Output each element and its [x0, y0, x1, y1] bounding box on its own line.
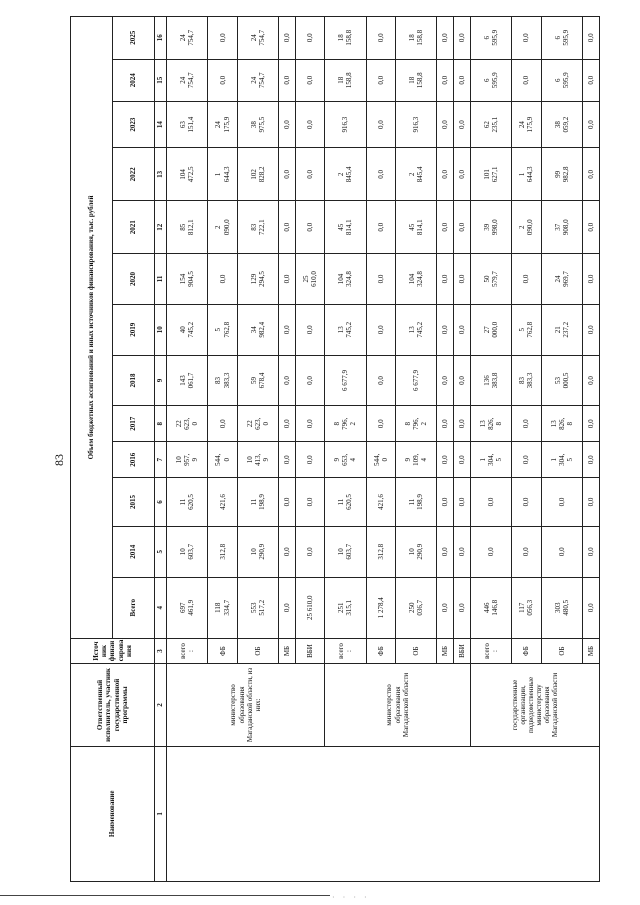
header-year: 2017 [113, 406, 155, 442]
value-cell: 0,0 [454, 526, 471, 577]
value-cell: 53 000,5 [541, 355, 582, 406]
value-cell: 0,0 [454, 478, 471, 527]
page-number: 83 [52, 454, 66, 466]
value-cell: 0,0 [512, 526, 541, 577]
value-cell: 24 969,7 [541, 254, 582, 305]
value-cell: 0,0 [583, 478, 600, 527]
header-year: 2022 [113, 148, 155, 201]
value-cell: 0,0 [470, 478, 511, 527]
value-cell: 916,3 [325, 101, 366, 148]
value-cell: 0,0 [279, 304, 296, 355]
value-cell: 250 036,7 [395, 577, 436, 638]
value-cell: 9 653, 4 [325, 442, 366, 478]
value-cell: 0,0 [541, 478, 582, 527]
column-number: 7 [155, 442, 167, 478]
source-cell: ВБИ [454, 638, 471, 663]
value-cell: 0,0 [437, 59, 454, 101]
value-cell: 0,0 [454, 101, 471, 148]
value-cell: 916,3 [395, 101, 436, 148]
value-cell: 50 579,7 [470, 254, 511, 305]
value-cell: 117 056,3 [512, 577, 541, 638]
value-cell: 10 290,9 [237, 526, 278, 577]
value-cell: 24 754,7 [167, 17, 208, 60]
value-cell: 0,0 [454, 355, 471, 406]
value-cell: 13 826, 8 [541, 406, 582, 442]
source-cell: всего : [167, 638, 208, 663]
column-number: 11 [155, 254, 167, 305]
value-cell: 0,0 [366, 59, 395, 101]
value-cell: 40 745,2 [167, 304, 208, 355]
value-cell: 0,0 [454, 577, 471, 638]
value-cell: 0,0 [541, 526, 582, 577]
column-number: 13 [155, 148, 167, 201]
header-volume: Объем бюджетных ассигнований и иных источников финансирования, тыс. рублей [71, 17, 113, 639]
column-number: 16 [155, 17, 167, 60]
value-cell: 0,0 [295, 148, 324, 201]
value-cell: 0,0 [583, 101, 600, 148]
value-cell: 11 198,9 [237, 478, 278, 527]
value-cell: 24 754,7 [237, 17, 278, 60]
scan-edge-dots: · · · · [332, 893, 370, 902]
column-number: 15 [155, 59, 167, 101]
executor-cell: министерство образования Магаданской области [325, 664, 471, 746]
value-cell: 0,0 [583, 201, 600, 254]
value-cell: 25 610,0 [295, 254, 324, 305]
value-cell: 2 090,0 [512, 201, 541, 254]
value-cell: 0,0 [295, 478, 324, 527]
value-cell: 544, 0 [366, 442, 395, 478]
value-cell: 136 383,8 [470, 355, 511, 406]
value-cell: 5 762,8 [208, 304, 237, 355]
source-cell: ОБ [541, 638, 582, 663]
value-cell: 1 644,3 [208, 148, 237, 201]
value-cell: 0,0 [279, 442, 296, 478]
value-cell: 83 383,3 [208, 355, 237, 406]
value-cell: 446 146,8 [470, 577, 511, 638]
value-cell: 102 828,2 [237, 148, 278, 201]
column-number: 5 [155, 526, 167, 577]
source-cell: МБ [583, 638, 600, 663]
value-cell: 0,0 [208, 254, 237, 305]
value-cell: 6 677,9 [325, 355, 366, 406]
source-cell: всего : [325, 638, 366, 663]
source-cell: МБ [279, 638, 296, 663]
value-cell: 421,6 [366, 478, 395, 527]
value-cell: 8 796, 2 [325, 406, 366, 442]
header-source: Источ ник финан сирова ния [71, 638, 155, 663]
column-number: 2 [155, 664, 167, 746]
value-cell: 0,0 [366, 355, 395, 406]
value-cell: 27 000,0 [470, 304, 511, 355]
value-cell: 37 908,0 [541, 201, 582, 254]
funding-table-sheet [70, 16, 600, 882]
value-cell: 0,0 [454, 442, 471, 478]
value-cell: 0,0 [366, 201, 395, 254]
header-year: 2023 [113, 101, 155, 148]
source-cell: ВБИ [295, 638, 324, 663]
header-total: Всего [113, 577, 155, 638]
value-cell: 11 198,9 [395, 478, 436, 527]
value-cell: 6 677,9 [395, 355, 436, 406]
value-cell: 13 745,2 [395, 304, 436, 355]
value-cell: 0,0 [208, 59, 237, 101]
value-cell: 104 324,8 [325, 254, 366, 305]
value-cell: 38 059,2 [541, 101, 582, 148]
value-cell: 0,0 [295, 304, 324, 355]
value-cell: 0,0 [279, 148, 296, 201]
value-cell: 0,0 [366, 101, 395, 148]
header-executor: Ответственный исполнитель, участник государственной программы [71, 664, 155, 746]
source-cell: ОБ [395, 638, 436, 663]
value-cell: 0,0 [279, 526, 296, 577]
value-cell: 0,0 [437, 254, 454, 305]
executor-cell: министерство образования Магаданской области, из них: [167, 664, 325, 746]
value-cell: 1 304, 5 [470, 442, 511, 478]
value-cell: 0,0 [295, 526, 324, 577]
value-cell: 544, 0 [208, 442, 237, 478]
value-cell: 0,0 [583, 526, 600, 577]
source-cell: ФБ [512, 638, 541, 663]
value-cell: 0,0 [279, 478, 296, 527]
value-cell: 0,0 [583, 577, 600, 638]
value-cell: 0,0 [295, 442, 324, 478]
value-cell: 83 722,1 [237, 201, 278, 254]
value-cell: 101 627,1 [470, 148, 511, 201]
value-cell: 18 158,8 [395, 59, 436, 101]
value-cell: 0,0 [437, 526, 454, 577]
executor-cell: государственные организации, подведомственные министерству образования Магаданской области [470, 664, 599, 746]
value-cell: 25 610,0 [295, 577, 324, 638]
value-cell: 2 090,0 [208, 201, 237, 254]
source-cell: ОБ [237, 638, 278, 663]
column-number: 12 [155, 201, 167, 254]
value-cell: 24 175,9 [208, 101, 237, 148]
value-cell: 22 623, 0 [237, 406, 278, 442]
value-cell: 0,0 [295, 101, 324, 148]
header-name: Наименование [71, 746, 155, 881]
source-cell: МБ [437, 638, 454, 663]
value-cell: 24 754,7 [237, 59, 278, 101]
column-number: 8 [155, 406, 167, 442]
header-year: 2019 [113, 304, 155, 355]
value-cell: 0,0 [366, 304, 395, 355]
value-cell: 0,0 [454, 59, 471, 101]
value-cell: 0,0 [279, 101, 296, 148]
value-cell: 0,0 [366, 254, 395, 305]
header-year: 2015 [113, 478, 155, 527]
value-cell: 13 745,2 [325, 304, 366, 355]
value-cell: 6 595,9 [541, 17, 582, 60]
value-cell: 0,0 [279, 254, 296, 305]
value-cell: 10 290,9 [395, 526, 436, 577]
value-cell: 0,0 [583, 442, 600, 478]
value-cell: 45 814,1 [325, 201, 366, 254]
column-number: 3 [155, 638, 167, 663]
scan-edge-line [0, 895, 330, 896]
value-cell: 118 334,7 [208, 577, 237, 638]
value-cell: 312,8 [208, 526, 237, 577]
name-cell [167, 746, 600, 881]
header-year: 2024 [113, 59, 155, 101]
value-cell: 6 595,9 [470, 17, 511, 60]
value-cell: 2 845,4 [325, 148, 366, 201]
value-cell: 24 175,9 [512, 101, 541, 148]
value-cell: 0,0 [470, 526, 511, 577]
value-cell: 0,0 [583, 59, 600, 101]
value-cell: 0,0 [366, 17, 395, 60]
value-cell: 0,0 [583, 148, 600, 201]
value-cell: 18 158,8 [395, 17, 436, 60]
value-cell: 0,0 [437, 355, 454, 406]
value-cell: 0,0 [512, 59, 541, 101]
value-cell: 0,0 [454, 304, 471, 355]
header-year: 2018 [113, 355, 155, 406]
value-cell: 10 603,7 [167, 526, 208, 577]
header-year: 2021 [113, 201, 155, 254]
value-cell: 0,0 [583, 17, 600, 60]
column-number: 14 [155, 101, 167, 148]
value-cell: 0,0 [279, 577, 296, 638]
header-year: 2020 [113, 254, 155, 305]
value-cell: 0,0 [512, 406, 541, 442]
value-cell: 83 383,3 [512, 355, 541, 406]
value-cell: 59 678,4 [237, 355, 278, 406]
value-cell: 6 595,9 [470, 59, 511, 101]
value-cell: 0,0 [295, 59, 324, 101]
value-cell: 0,0 [437, 577, 454, 638]
value-cell: 1 278,4 [366, 577, 395, 638]
value-cell: 0,0 [512, 254, 541, 305]
value-cell: 0,0 [437, 442, 454, 478]
value-cell: 0,0 [583, 406, 600, 442]
column-number: 9 [155, 355, 167, 406]
value-cell: 0,0 [454, 406, 471, 442]
value-cell: 63 151,4 [167, 101, 208, 148]
value-cell: 8 796, 2 [395, 406, 436, 442]
value-cell: 421,6 [208, 478, 237, 527]
value-cell: 0,0 [512, 17, 541, 60]
value-cell: 697 461,9 [167, 577, 208, 638]
value-cell: 1 304, 5 [541, 442, 582, 478]
value-cell: 85 812,1 [167, 201, 208, 254]
value-cell: 0,0 [437, 406, 454, 442]
value-cell: 104 324,8 [395, 254, 436, 305]
value-cell: 0,0 [279, 17, 296, 60]
value-cell: 24 754,7 [167, 59, 208, 101]
value-cell: 303 480,5 [541, 577, 582, 638]
value-cell: 10 413, 9 [237, 442, 278, 478]
value-cell: 1 644,3 [512, 148, 541, 201]
value-cell: 11 620,5 [167, 478, 208, 527]
value-cell: 11 620,5 [325, 478, 366, 527]
value-cell: 34 982,4 [237, 304, 278, 355]
value-cell: 0,0 [279, 59, 296, 101]
column-number: 6 [155, 478, 167, 527]
value-cell: 312,8 [366, 526, 395, 577]
value-cell: 129 294,5 [237, 254, 278, 305]
value-cell: 0,0 [583, 254, 600, 305]
value-cell: 0,0 [295, 17, 324, 60]
value-cell: 13 826, 8 [470, 406, 511, 442]
source-cell: ФБ [208, 638, 237, 663]
value-cell: 9 109, 4 [395, 442, 436, 478]
value-cell: 0,0 [279, 201, 296, 254]
value-cell: 5 762,8 [512, 304, 541, 355]
value-cell: 0,0 [279, 406, 296, 442]
value-cell: 251 315,1 [325, 577, 366, 638]
value-cell: 0,0 [454, 201, 471, 254]
value-cell: 38 975,5 [237, 101, 278, 148]
value-cell: 0,0 [437, 201, 454, 254]
value-cell: 0,0 [437, 304, 454, 355]
funding-table [70, 16, 600, 882]
value-cell: 2 845,4 [395, 148, 436, 201]
value-cell: 21 237,2 [541, 304, 582, 355]
value-cell: 0,0 [512, 478, 541, 527]
source-cell: ФБ [366, 638, 395, 663]
value-cell: 0,0 [208, 17, 237, 60]
value-cell: 0,0 [583, 304, 600, 355]
value-cell: 10 603,7 [325, 526, 366, 577]
value-cell: 0,0 [366, 406, 395, 442]
value-cell: 0,0 [437, 478, 454, 527]
value-cell: 0,0 [583, 355, 600, 406]
source-cell: всего : [470, 638, 511, 663]
value-cell: 6 595,9 [541, 59, 582, 101]
value-cell: 18 158,8 [325, 59, 366, 101]
value-cell: 553 517,2 [237, 577, 278, 638]
value-cell: 10 957, 9 [167, 442, 208, 478]
value-cell: 0,0 [208, 406, 237, 442]
value-cell: 104 472,5 [167, 148, 208, 201]
value-cell: 62 235,1 [470, 101, 511, 148]
value-cell: 0,0 [454, 254, 471, 305]
column-number: 1 [155, 746, 167, 881]
value-cell: 0,0 [279, 355, 296, 406]
value-cell: 0,0 [437, 101, 454, 148]
value-cell: 45 814,1 [395, 201, 436, 254]
value-cell: 0,0 [295, 201, 324, 254]
value-cell: 22 623, 0 [167, 406, 208, 442]
value-cell: 0,0 [454, 17, 471, 60]
value-cell: 0,0 [437, 17, 454, 60]
value-cell: 39 998,0 [470, 201, 511, 254]
value-cell: 0,0 [454, 148, 471, 201]
table-row [167, 17, 208, 882]
value-cell: 0,0 [366, 148, 395, 201]
header-year: 2016 [113, 442, 155, 478]
value-cell: 0,0 [437, 148, 454, 201]
value-cell: 0,0 [295, 406, 324, 442]
column-number: 10 [155, 304, 167, 355]
value-cell: 99 982,8 [541, 148, 582, 201]
value-cell: 0,0 [295, 355, 324, 406]
value-cell: 154 904,5 [167, 254, 208, 305]
header-year: 2014 [113, 526, 155, 577]
header-year: 2025 [113, 17, 155, 60]
value-cell: 143 061,7 [167, 355, 208, 406]
value-cell: 18 158,8 [325, 17, 366, 60]
column-number: 4 [155, 577, 167, 638]
value-cell: 0,0 [512, 442, 541, 478]
